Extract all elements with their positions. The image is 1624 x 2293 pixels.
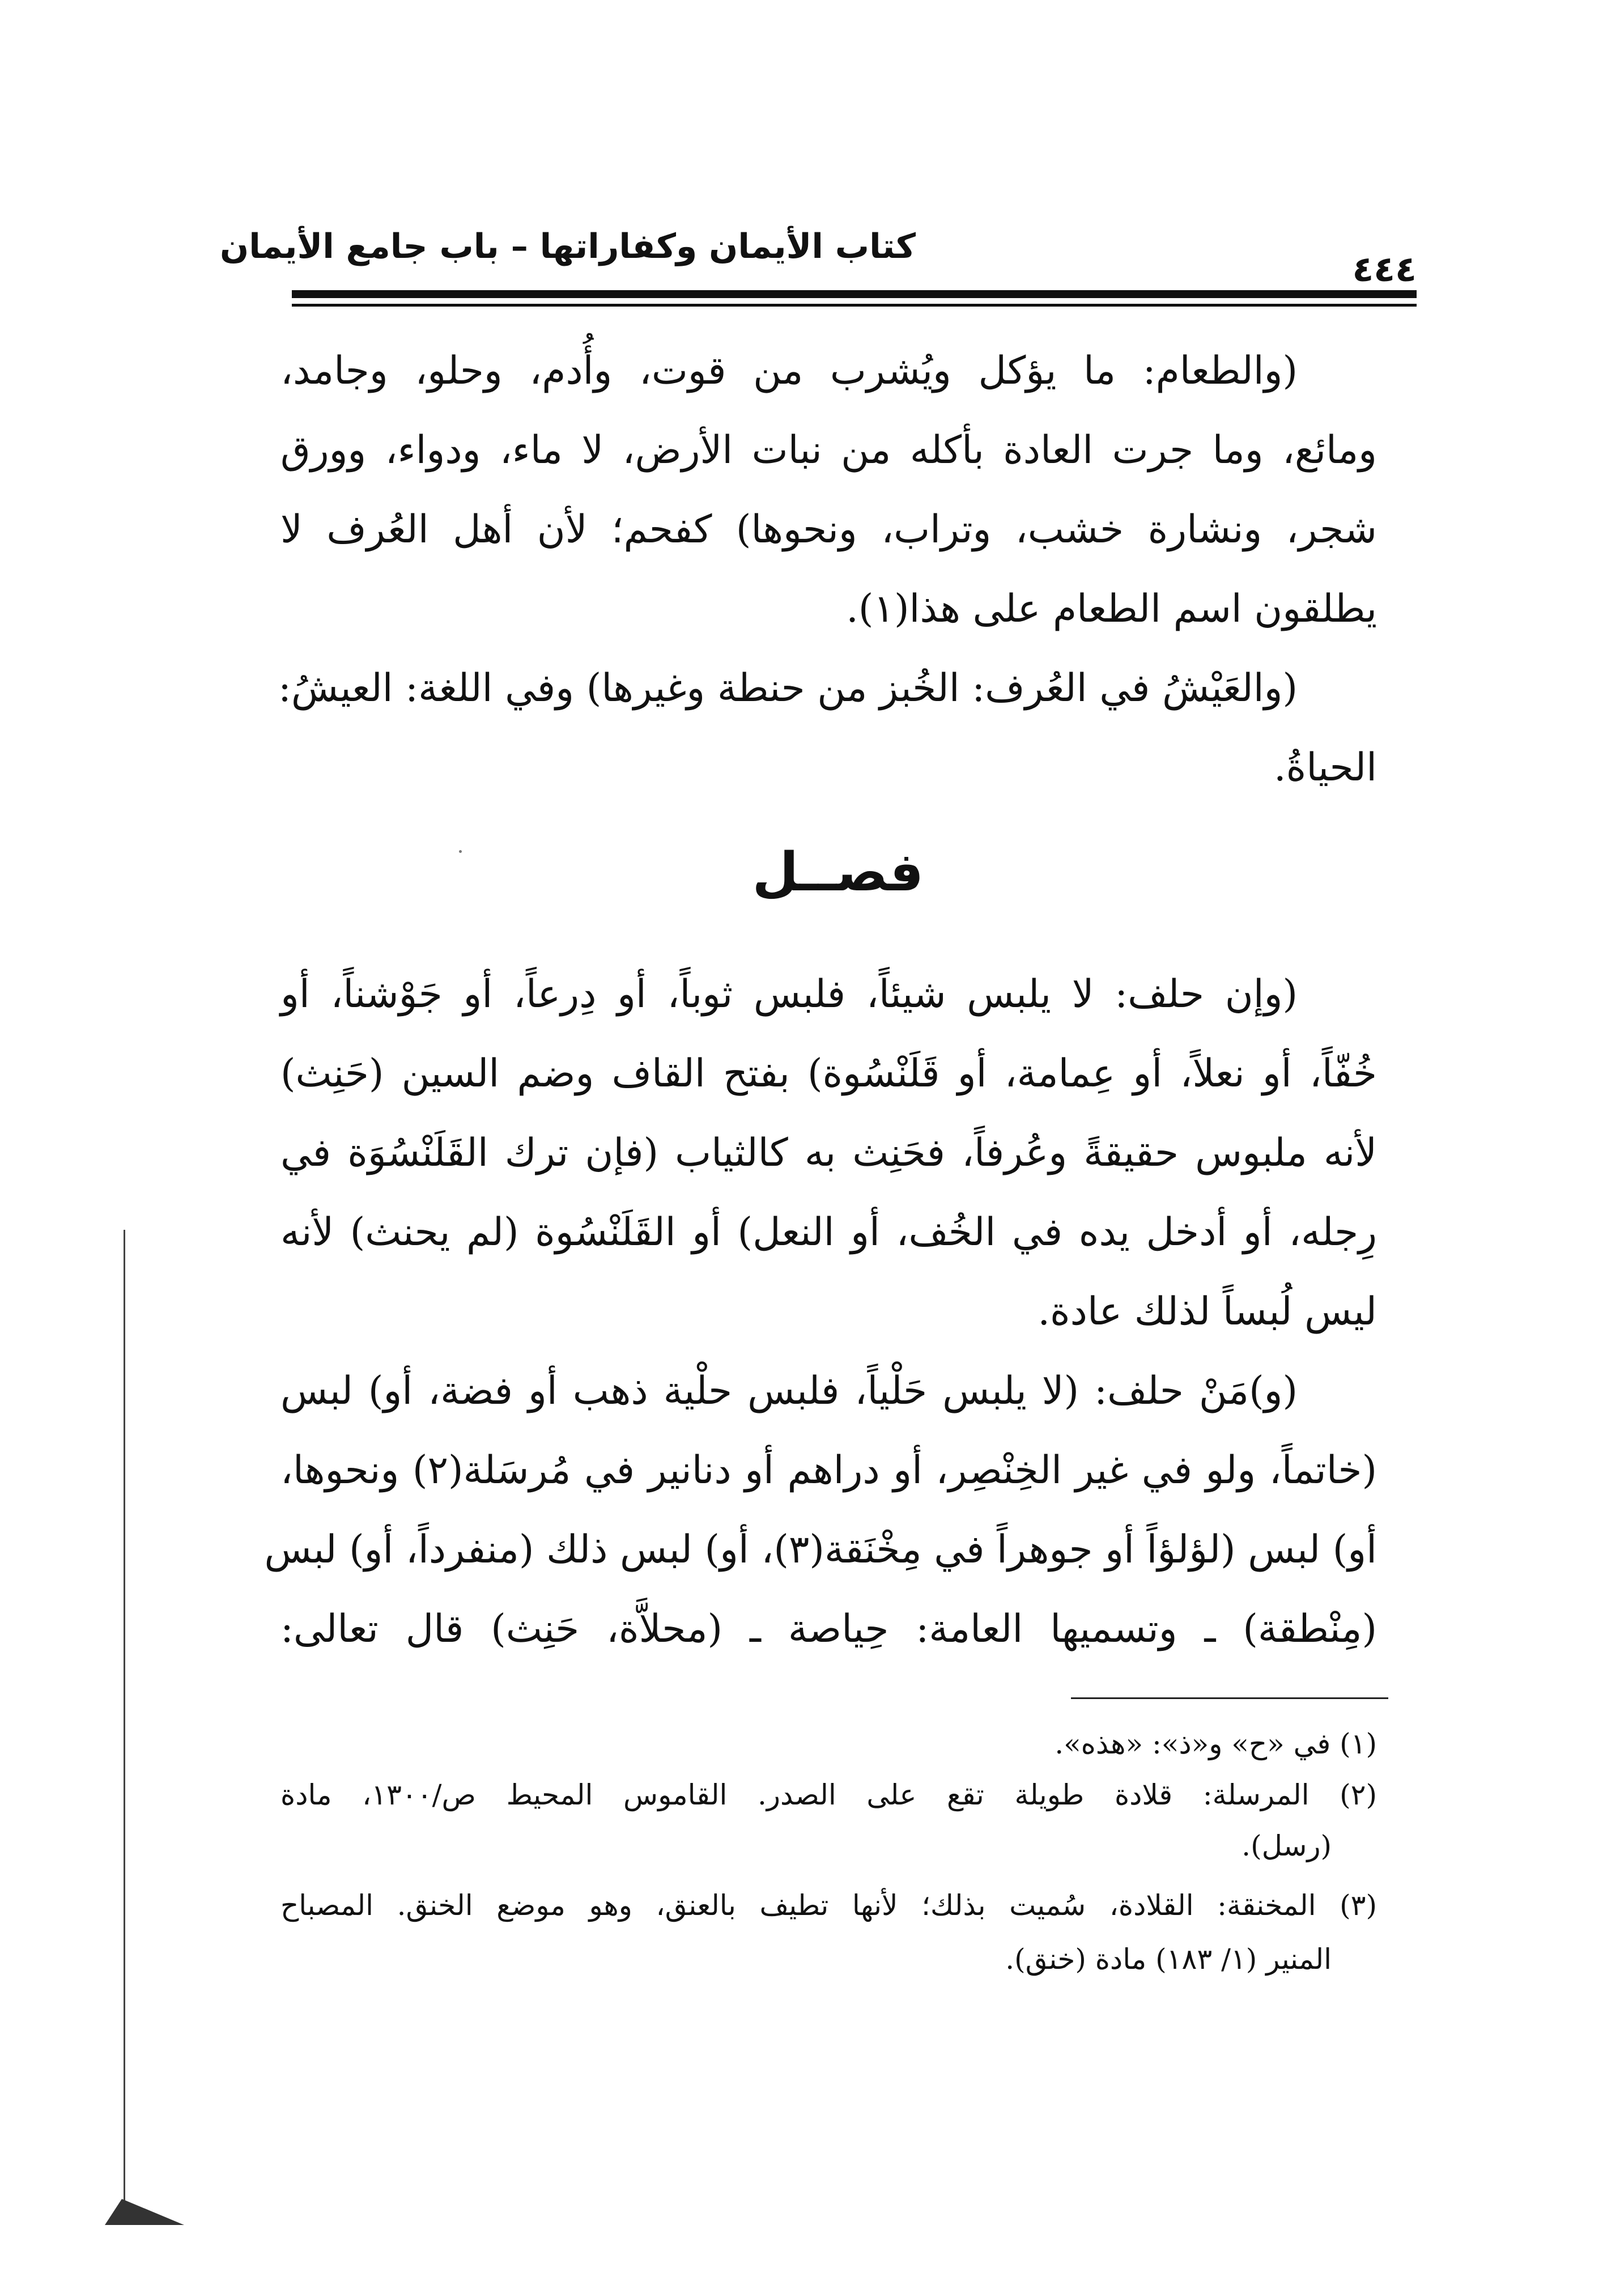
speck — [459, 850, 462, 853]
header-rule-thin — [292, 304, 1417, 307]
text-line: ومائع، وما جرت العادة بأكله من نبات الأرض، لا ماء، ودواء، وورق — [280, 428, 1377, 473]
text-line: أو) لبس (لؤلؤاً أو جوهراً في مِخْنَقة(٣)، أو) لبس ذلك (منفرداً، أو) لبس — [264, 1527, 1377, 1572]
running-header-title: كتاب الأيمان وكفاراتها – باب جامع الأيمان — [220, 227, 916, 266]
page-number: ٤٤٤ — [1352, 248, 1417, 290]
text-line: يطلقون اسم الطعام على هذا(١). — [846, 587, 1377, 631]
text-line: شجر، ونشارة خشب، وتراب، ونحوها) كفحم؛ لأن أهل العُرف لا — [280, 507, 1377, 552]
text-line: خُفّاً، أو نعلاً، أو عِمامة، أو قَلَنْسُوة) بفتح القاف وضم السين (حَنِث) — [280, 1051, 1377, 1096]
section-heading: فصــل — [752, 842, 924, 903]
text-line: (وإن حلف: لا يلبس شيئاً، فلبس ثوباً، أو دِرعاً، أو جَوْشناً، أو — [280, 972, 1298, 1017]
binding-shadow-mark — [105, 2199, 184, 2225]
text-line: لأنه ملبوس حقيقةً وعُرفاً، فحَنِث به كالثياب (فإن ترك القَلَنْسُوَة في — [280, 1131, 1377, 1175]
footnote-2-continued: (رسل). — [1242, 1829, 1332, 1862]
header-rule-thick — [292, 290, 1417, 298]
footnote-1: (١) في «ح» و«ذ»: «هذه». — [1055, 1727, 1377, 1760]
text-line: الحياةُ. — [1274, 745, 1377, 790]
text-line: (والعَيْشُ في العُرف: الخُبز من حنطة وغيرها) وفي اللغة: العيشُ: — [278, 666, 1298, 711]
footnote-separator — [1071, 1697, 1388, 1699]
footnote-2: (٢) المرسلة: قلادة طويلة تقع على الصدر. القاموس المحيط ص/١٣٠٠، مادة — [280, 1778, 1377, 1811]
binding-shadow-line — [124, 1230, 125, 2216]
text-line: ليس لُبساً لذلك عادة. — [1038, 1289, 1377, 1334]
text-line: (و)مَنْ حلف: (لا يلبس حَلْياً، فلبس حلْية ذهب أو فضة، أو) لبس — [280, 1369, 1298, 1413]
footnote-3: (٣) المخنقة: القلادة، سُميت بذلك؛ لأنها تطيف بالعنق، وهو موضع الخنق. المصباح — [280, 1889, 1377, 1922]
text-line: (خاتماً، ولو في غير الخِنْصِر، أو دراهم أو دنانير في مُرسَلة(٢) ونحوها، — [280, 1448, 1377, 1493]
text-line: (مِنْطقة) ـ وتسميها العامة: حِياصة ـ (محلاَّة، حَنِث) قال تعالى: — [280, 1607, 1377, 1651]
text-line: (والطعام: ما يؤكل ويُشرب من قوت، وأُدم، وحلو، وجامد، — [280, 349, 1298, 393]
footnote-3-continued: المنير (١/ ١٨٣) مادة (خنق). — [1005, 1943, 1332, 1976]
text-line: رِجله، أو أدخل يده في الخُف، أو النعل) أو القَلَنْسُوة (لم يحنث) لأنه — [280, 1210, 1377, 1255]
